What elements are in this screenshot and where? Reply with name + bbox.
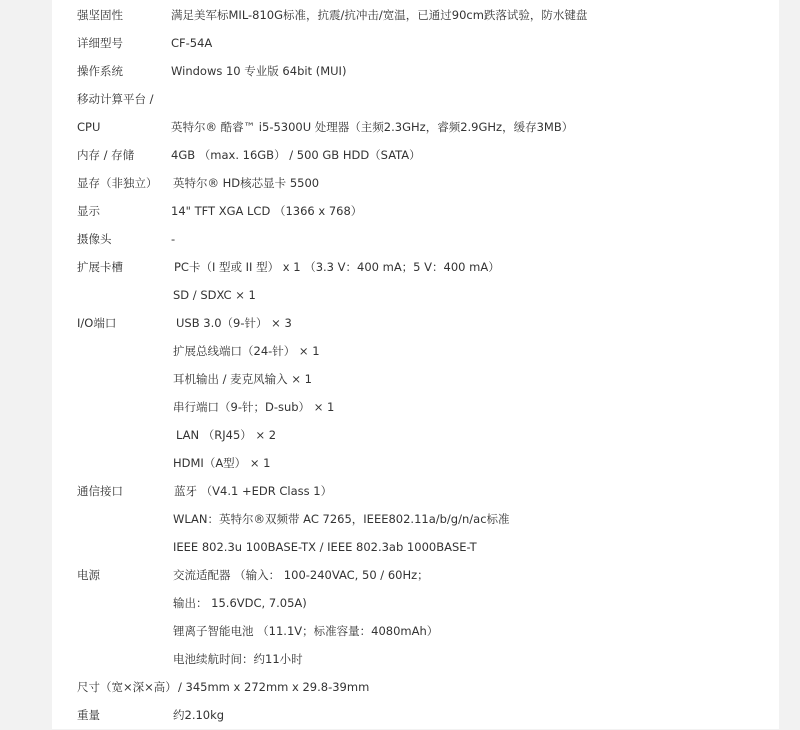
spec-row [77, 336, 767, 364]
spec-value: CF-54A [171, 36, 213, 50]
spec-row [77, 252, 767, 280]
spec-row [77, 0, 767, 28]
spec-row [77, 644, 767, 672]
spec-row [77, 532, 767, 560]
spec-value: Windows 10 专业版 64bit (MUI) [171, 64, 347, 78]
content-panel [52, 0, 779, 729]
spec-value: 蓝牙 （V4.1 +EDR Class 1） [174, 484, 333, 498]
spec-row [77, 308, 767, 336]
spec-value: / 345mm x 272mm x 29.8-39mm [178, 680, 370, 694]
spec-label: 电源 [77, 568, 100, 582]
spec-row [77, 616, 767, 644]
spec-label: 扩展卡槽 [77, 260, 123, 274]
spec-row [77, 56, 767, 84]
spec-label: CPU [77, 120, 101, 134]
spec-value: SD / SDXC × 1 [173, 288, 256, 302]
spec-row [77, 28, 767, 56]
spec-row [77, 448, 767, 476]
spec-value: 锂离子智能电池 （11.1V；标准容量：4080mAh） [173, 624, 439, 638]
spec-row [77, 140, 767, 168]
spec-row [77, 672, 767, 700]
spec-row [77, 196, 767, 224]
spec-label: 摄像头 [77, 232, 112, 246]
spec-value: WLAN：英特尔®双频带 AC 7265，IEEE802.11a/b/g/n/ac标准 [173, 512, 510, 526]
spec-label: 重量 [77, 708, 100, 722]
spec-label: 尺寸（宽×深×高） [77, 680, 177, 694]
spec-value: HDMI（A型） × 1 [173, 456, 271, 470]
spec-value: 英特尔® HD核芯显卡 5500 [173, 176, 320, 190]
spec-value: - [171, 232, 176, 246]
spec-row [77, 476, 767, 504]
spec-row [77, 700, 767, 728]
spec-value: 14" TFT XGA LCD （1366 x 768） [171, 204, 363, 218]
spec-value: 英特尔® 酷睿™ i5-5300U 处理器（主频2.3GHz，睿频2.9GHz，缓存3MB） [171, 120, 574, 134]
spec-value: 输出： 15.6VDC, 7.05A) [173, 596, 307, 610]
spec-row [77, 280, 767, 308]
spec-value: IEEE 802.3u 100BASE-TX / IEEE 802.3ab 1000BASE-T [173, 540, 477, 554]
spec-value: 交流适配器 （输入： 100-240VAC, 50 / 60Hz； [173, 568, 429, 582]
spec-row [77, 588, 767, 616]
spec-value: USB 3.0（9-针） × 3 [176, 316, 292, 330]
spec-row [77, 112, 767, 140]
spec-row [77, 364, 767, 392]
spec-label: 显存（非独立） [77, 176, 158, 190]
spec-value: 电池续航时间：约11小时 [173, 652, 303, 666]
spec-label: 内存 / 存储 [77, 148, 135, 162]
spec-row [77, 224, 767, 252]
spec-value: 满足美军标MIL-810G标准，抗震/抗冲击/宽温，已通过90cm跌落试验，防水键盘 [171, 8, 588, 22]
spec-label: 操作系统 [77, 64, 123, 78]
spec-row [77, 168, 767, 196]
spec-label: 强坚固性 [77, 8, 123, 22]
spec-row [77, 560, 767, 588]
spec-label: 移动计算平台 / [77, 92, 154, 106]
spec-label: 通信接口 [77, 484, 123, 498]
spec-label: 显示 [77, 204, 100, 218]
spec-row [77, 392, 767, 420]
spec-label: I/O端口 [77, 316, 117, 330]
spec-value: 4GB （max. 16GB） / 500 GB HDD（SATA） [171, 148, 421, 162]
spec-value: LAN （RJ45） × 2 [176, 428, 277, 442]
spec-label: 详细型号 [77, 36, 123, 50]
spec-value: 扩展总线端口（24-针） × 1 [173, 344, 320, 358]
spec-value: 耳机输出 / 麦克风输入 × 1 [173, 372, 312, 386]
spec-row [77, 420, 767, 448]
spec-value: 约2.10kg [173, 708, 225, 722]
spec-table [77, 0, 767, 728]
spec-row [77, 84, 767, 112]
spec-value: 串行端口（9-针；D-sub） × 1 [173, 400, 335, 414]
spec-value: PC卡（I 型或 II 型） x 1 （3.3 V：400 mA；5 V：400 mA） [174, 260, 500, 274]
spec-row [77, 504, 767, 532]
